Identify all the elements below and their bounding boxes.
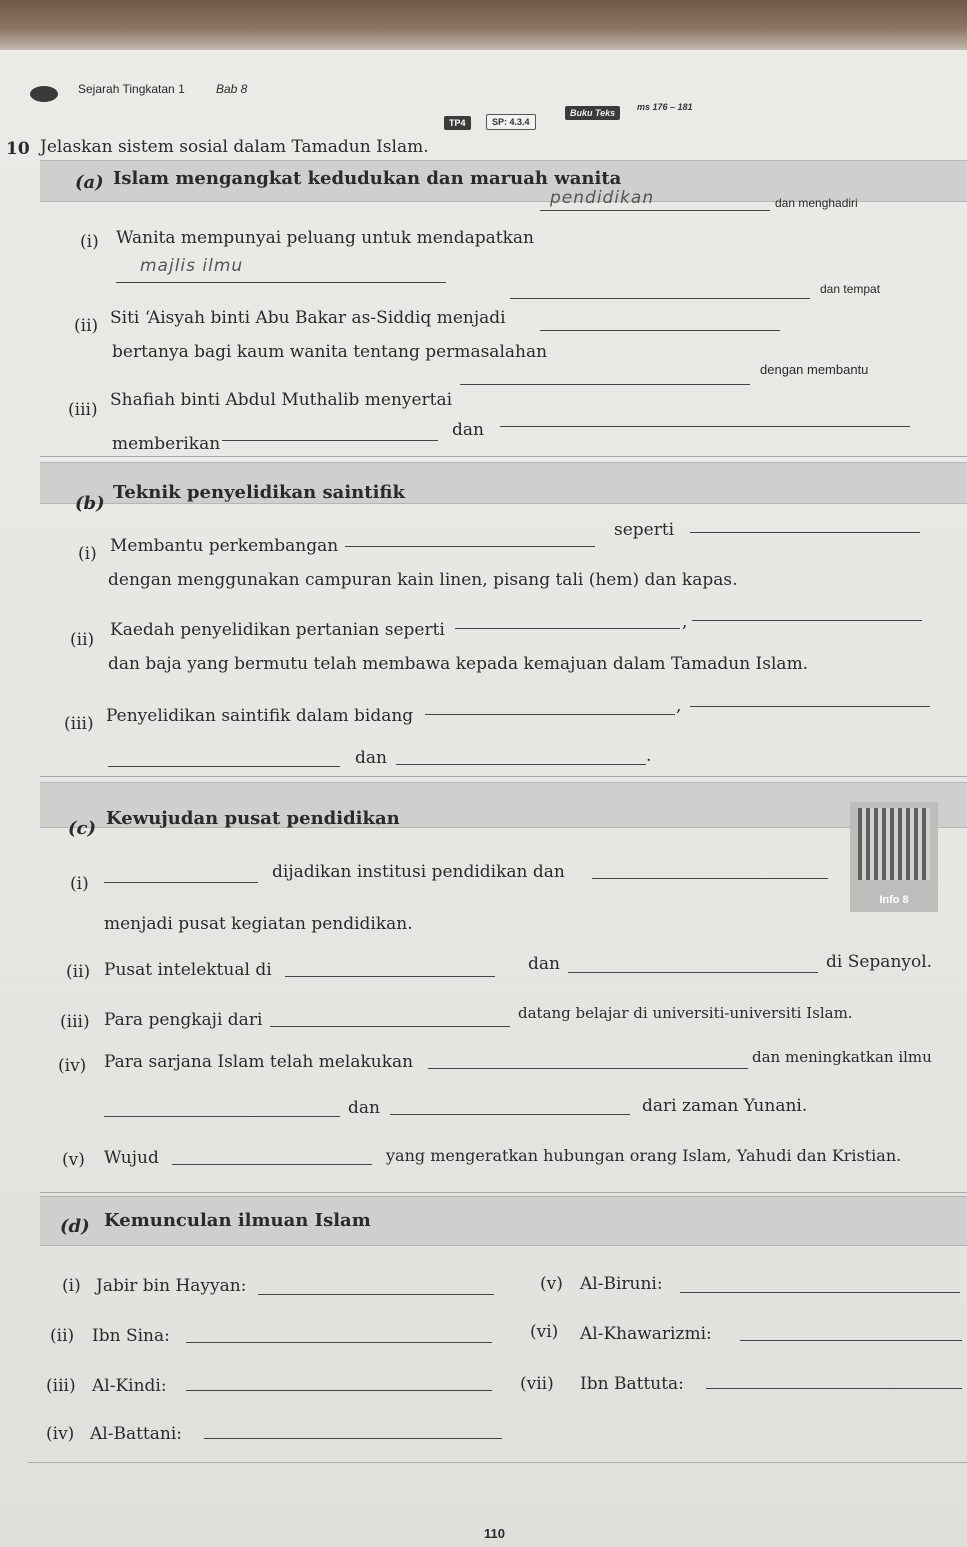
c-i-label: (i) [70, 874, 89, 894]
b-i-mid: seperti [614, 520, 675, 540]
d-item-blank[interactable] [706, 1388, 962, 1389]
section-c-heading: Kewujudan pusat pendidikan [106, 808, 400, 829]
c-iv-line2-tail: dari zaman Yunani. [642, 1096, 808, 1116]
b-ii-text: Kaedah penyelidikan pertanian seperti [110, 620, 445, 640]
c-i-blank-1[interactable] [104, 882, 258, 883]
d-item-blank[interactable] [186, 1342, 492, 1343]
c-iv-blank-3[interactable] [390, 1114, 630, 1115]
c-i-blank-2[interactable] [592, 878, 828, 879]
badge-pages: ms 176 – 181 [637, 102, 693, 112]
section-d-divider [28, 1462, 967, 1463]
b-iii-blank-4[interactable] [396, 764, 646, 765]
section-d-heading: Kemunculan ilmuan Islam [104, 1210, 371, 1231]
d-item-name: Ibn Battuta: [580, 1374, 684, 1394]
b-iii-end: . [646, 746, 652, 766]
b-i-line2: dengan menggunakan campuran kain linen, pisang tali (hem) dan kapas. [108, 570, 738, 590]
d-item-name: Al-Kindi: [92, 1376, 167, 1396]
section-b-label: (b) [75, 493, 105, 514]
d-item-blank[interactable] [204, 1438, 502, 1439]
a-ii-label: (ii) [74, 316, 99, 336]
section-c-divider [40, 1192, 967, 1193]
b-ii-blank-1[interactable] [455, 628, 680, 629]
a-i-blank-1[interactable] [540, 210, 770, 211]
d-item-label: (v) [540, 1274, 563, 1294]
c-iii-text: Para pengkaji dari [104, 1010, 263, 1030]
a-iii-tail: dengan membantu [760, 362, 869, 377]
qr-code-pattern [858, 808, 930, 880]
c-ii-blank-1[interactable] [285, 976, 495, 977]
badge-sp: SP: 4.3.4 [486, 114, 536, 130]
a-i-answer-2: majlis ilmu [140, 256, 244, 276]
c-i-mid: dijadikan institusi pendidikan dan [272, 862, 565, 882]
c-iv-blank-2[interactable] [104, 1116, 340, 1117]
c-iii-tail: datang belajar di universiti-universiti Islam. [518, 1004, 853, 1022]
b-i-blank-2[interactable] [690, 532, 920, 533]
c-iv-text: Para sarjana Islam telah melakukan [104, 1052, 414, 1072]
d-item-name: Al-Khawarizmi: [580, 1324, 712, 1344]
b-iii-label: (iii) [64, 714, 94, 734]
publisher-logo [30, 86, 58, 102]
d-item-blank[interactable] [258, 1294, 494, 1295]
c-v-blank[interactable] [172, 1164, 372, 1165]
c-ii-tail: di Sepanyol. [826, 952, 933, 972]
section-a-heading: Islam mengangkat kedudukan dan maruah wanita [113, 168, 622, 189]
a-iii-blank-3[interactable] [500, 426, 910, 427]
b-ii-comma: , [682, 612, 688, 632]
a-ii-blank-1[interactable] [510, 298, 810, 299]
c-iii-blank[interactable] [270, 1026, 510, 1027]
book-title: Sejarah Tingkatan 1 [78, 82, 185, 96]
a-iii-text: Shafiah binti Abdul Muthalib menyertai [110, 390, 453, 410]
qr-code-label: Info 8 [879, 894, 909, 906]
b-iii-blank-2[interactable] [690, 706, 930, 707]
c-ii-text: Pusat intelektual di [104, 960, 272, 980]
d-item-blank[interactable] [740, 1340, 962, 1341]
d-item-label: (ii) [50, 1326, 75, 1346]
b-iii-blank-3[interactable] [108, 766, 340, 767]
a-ii-text: Siti ‘Aisyah binti Abu Bakar as-Siddiq menjadi [110, 308, 506, 328]
b-i-blank-1[interactable] [345, 546, 595, 547]
a-iii-line2: memberikan [112, 434, 221, 454]
b-i-label: (i) [78, 544, 97, 564]
d-item-name: Al-Biruni: [580, 1274, 663, 1294]
section-c-label: (c) [68, 818, 96, 839]
b-iii-blank-1[interactable] [425, 714, 675, 715]
a-i-blank-2[interactable] [116, 282, 446, 283]
d-item-label: (vi) [530, 1322, 559, 1342]
a-iii-dan: dan [452, 420, 484, 440]
chapter-label: Bab 8 [216, 82, 248, 96]
c-v-label: (v) [62, 1150, 85, 1170]
badge-tp: TP4 [444, 116, 471, 130]
a-i-answer-1: pendidikan [550, 188, 655, 208]
d-item-label: (iii) [46, 1376, 76, 1396]
badge-textbook: Buku Teks [565, 106, 620, 120]
qr-code[interactable] [850, 802, 938, 912]
d-item-name: Jabir bin Hayyan: [96, 1276, 247, 1296]
d-item-blank[interactable] [680, 1292, 960, 1293]
c-i-line2: menjadi pusat kegiatan pendidikan. [104, 914, 413, 934]
a-iii-blank-2[interactable] [222, 440, 438, 441]
d-item-blank[interactable] [186, 1390, 492, 1391]
question-number: 10 [6, 139, 30, 159]
d-item-label: (iv) [46, 1424, 75, 1444]
b-iii-text: Penyelidikan saintifik dalam bidang [106, 706, 414, 726]
a-i-tail: dan menghadiri [775, 196, 858, 210]
page-number: 110 [484, 1526, 505, 1541]
d-item-name: Al-Battani: [90, 1424, 182, 1444]
b-ii-label: (ii) [70, 630, 95, 650]
c-iii-label: (iii) [60, 1012, 90, 1032]
section-a-divider [40, 456, 967, 457]
a-i-text: Wanita mempunyai peluang untuk mendapatkan [116, 228, 535, 248]
b-i-text: Membantu perkembangan [110, 536, 339, 556]
d-item-label: (vii) [520, 1374, 554, 1394]
question-text: Jelaskan sistem sosial dalam Tamadun Islam. [40, 137, 429, 157]
section-d-label: (d) [60, 1216, 90, 1237]
c-iv-blank-1[interactable] [428, 1068, 748, 1069]
a-ii-tail: dan tempat [820, 282, 881, 296]
b-iii-dan: dan [355, 748, 387, 768]
a-ii-line2: bertanya bagi kaum wanita tentang permasalahan [112, 342, 548, 362]
section-b-divider [40, 776, 967, 777]
b-ii-blank-2[interactable] [692, 620, 922, 621]
c-v-text: Wujud [104, 1148, 159, 1168]
section-b-heading: Teknik penyelidikan saintifik [113, 482, 405, 503]
d-item-name: Ibn Sina: [92, 1326, 170, 1346]
c-ii-blank-2[interactable] [568, 972, 818, 973]
c-v-tail: yang mengeratkan hubungan orang Islam, Yahudi dan Kristian. [386, 1146, 902, 1165]
d-item-label: (i) [62, 1276, 81, 1296]
c-ii-dan: dan [528, 954, 560, 974]
c-ii-label: (ii) [66, 962, 91, 982]
a-iii-blank-1[interactable] [460, 384, 750, 385]
a-i-label: (i) [80, 232, 99, 252]
c-iv-label: (iv) [58, 1056, 87, 1076]
a-iii-label: (iii) [68, 400, 98, 420]
section-a-label: (a) [75, 172, 104, 193]
c-iv-dan: dan [348, 1098, 380, 1118]
b-ii-line2: dan baja yang bermutu telah membawa kepada kemajuan dalam Tamadun Islam. [108, 654, 809, 674]
c-iv-tail: dan meningkatkan ilmu [752, 1048, 932, 1066]
b-iii-comma: , [676, 696, 682, 716]
a-ii-blank-2[interactable] [540, 330, 780, 331]
